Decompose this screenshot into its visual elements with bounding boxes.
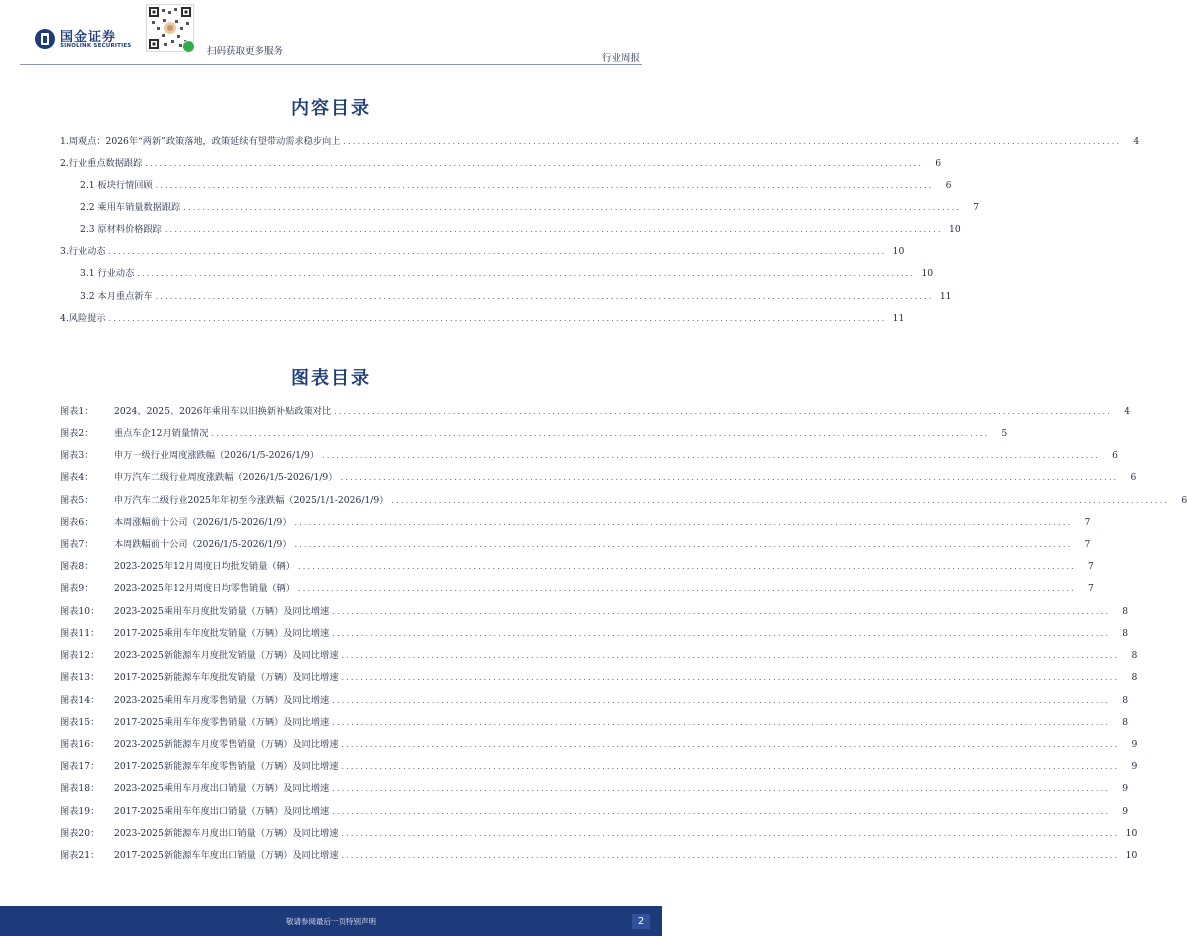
figure-label: 2017-2025乘用车年度批发销量（万辆）及同比增速	[114, 628, 330, 639]
dot-leader: ....................................................................................................................................................................	[332, 607, 1111, 616]
toc-item-label: 3.2 本月重点新车	[80, 291, 153, 302]
dot-leader: ....................................................................................................................................................................	[332, 696, 1111, 705]
toc-item-label: 2.1 板块行情回顾	[80, 180, 153, 191]
figure-page: 8	[1122, 695, 1129, 706]
figure-page: 6	[1130, 472, 1137, 483]
figure-page: 9	[1131, 739, 1138, 750]
figure-number: 图表19：	[60, 806, 100, 817]
figure-page: 10	[1125, 828, 1138, 839]
toc-item-label: 3.1 行业动态	[80, 268, 135, 279]
figure-number: 图表17：	[60, 761, 100, 772]
report-type-label: 行业周报	[601, 53, 640, 64]
toc-item-page: 10	[949, 224, 961, 235]
figure-item[interactable]	[60, 403, 1131, 417]
figure-item[interactable]	[60, 536, 1091, 550]
page-number: 2	[632, 914, 650, 929]
figure-number: 图表12：	[60, 650, 100, 661]
figure-label: 2023-2025乘用车月度零售销量（万辆）及同比增速	[114, 695, 330, 706]
dot-leader: ....................................................................................................................................................................	[211, 429, 990, 438]
qr-caption: 扫码获取更多服务	[207, 46, 284, 57]
figure-item[interactable]	[60, 692, 1129, 706]
dot-leader: ....................................................................................................................................................................	[164, 225, 943, 234]
toc-item-page: 10	[921, 268, 934, 279]
figure-page: 6	[1181, 495, 1187, 506]
figure-label: 2023-2025新能源车月度零售销量（万辆）及同比增速	[114, 739, 339, 750]
dot-leader: ....................................................................................................................................................................	[294, 518, 1073, 527]
figure-number: 图表10：	[60, 606, 100, 617]
figure-page: 4	[1124, 406, 1131, 417]
figure-page: 8	[1131, 650, 1138, 661]
dot-leader: ....................................................................................................................................................................	[391, 496, 1170, 505]
figure-item[interactable]	[60, 714, 1129, 728]
toc-item-page: 11	[939, 291, 952, 302]
dot-leader: ....................................................................................................................................................................	[341, 651, 1120, 660]
dot-leader: ....................................................................................................................................................................	[108, 314, 887, 323]
figure-page: 8	[1122, 717, 1129, 728]
figure-number: 图表13：	[60, 672, 100, 683]
toc-item[interactable]	[60, 310, 905, 324]
dot-leader: ....................................................................................................................................................................	[334, 407, 1113, 416]
dot-leader: ....................................................................................................................................................................	[332, 718, 1111, 727]
dot-leader: ....................................................................................................................................................................	[155, 292, 934, 301]
dot-leader: ....................................................................................................................................................................	[341, 673, 1120, 682]
figure-label: 2023-2025新能源车月度出口销量（万辆）及同比增速	[114, 828, 339, 839]
figure-number: 图表14：	[60, 695, 100, 706]
figure-page: 7	[1084, 517, 1091, 528]
toc-item[interactable]	[80, 288, 952, 302]
figure-item[interactable]	[60, 847, 1138, 861]
dot-leader: ....................................................................................................................................................................	[183, 203, 962, 212]
figure-page: 5	[1001, 428, 1008, 439]
figure-label: 2017-2025新能源车年度批发销量（万辆）及同比增速	[114, 672, 339, 683]
toc-item-page: 4	[1133, 136, 1140, 147]
figures-title: 图表目录	[291, 368, 371, 389]
figure-page: 8	[1131, 672, 1138, 683]
figure-label: 申万一级行业周度涨跌幅（2026/1/5-2026/1/9）	[114, 450, 320, 461]
toc-item-label: 4.风险提示	[60, 313, 106, 324]
figure-item[interactable]	[60, 647, 1138, 661]
figure-label: 2024、2025、2026年乘用车以旧换新补贴政策对比	[114, 406, 332, 417]
toc-item[interactable]	[80, 199, 980, 213]
figure-number: 图表2：	[60, 428, 94, 439]
toc-item-page: 6	[945, 180, 952, 191]
figure-number: 图表7：	[60, 539, 94, 550]
figure-page: 9	[1122, 783, 1129, 794]
figure-label: 重点车企12月销量情况	[114, 428, 209, 439]
figure-label: 本周涨幅前十公司（2026/1/5-2026/1/9）	[114, 517, 292, 528]
toc-item-label: 2.3 原材料价格跟踪	[80, 224, 162, 235]
logo-text-cn: 国金证券	[60, 30, 117, 45]
figure-number: 图表5：	[60, 495, 94, 506]
figure-item[interactable]	[60, 669, 1138, 683]
figure-label: 2023-2025乘用车月度出口销量（万辆）及同比增速	[114, 783, 330, 794]
figure-label: 2017-2025乘用车年度零售销量（万辆）及同比增速	[114, 717, 330, 728]
toc-item-label: 2.2 乘用车销量数据跟踪	[80, 202, 181, 213]
figure-item[interactable]	[60, 558, 1094, 572]
dot-leader: ....................................................................................................................................................................	[332, 807, 1111, 816]
figure-page: 9	[1131, 761, 1138, 772]
dot-leader: ....................................................................................................................................................................	[294, 540, 1073, 549]
footer-disclaimer: 敬请参阅最后一页特别声明	[286, 917, 376, 926]
figure-item[interactable]	[60, 803, 1129, 817]
toc-item-label: 3.行业动态	[60, 246, 106, 257]
toc-item[interactable]	[60, 243, 905, 257]
toc-item-label: 1.周观点：2026年“两新”政策落地，政策延续有望带动需求稳步向上	[60, 136, 341, 147]
logo-mark-icon	[34, 28, 56, 50]
figure-number: 图表8：	[60, 561, 94, 572]
figure-label: 申万汽车二级行业2025年年初至今涨跌幅（2025/1/1-2026/1/9）	[114, 495, 389, 506]
dot-leader: ....................................................................................................................................................................	[340, 473, 1119, 482]
toc-item[interactable]	[60, 155, 942, 169]
toc-item-page: 7	[973, 202, 980, 213]
dot-leader: ....................................................................................................................................................................	[343, 137, 1122, 146]
figure-item[interactable]	[60, 514, 1091, 528]
dot-leader: ....................................................................................................................................................................	[341, 740, 1120, 749]
figure-item[interactable]	[60, 447, 1118, 461]
figure-page: 7	[1088, 583, 1094, 594]
figure-label: 2017-2025新能源车年度出口销量（万辆）及同比增速	[114, 850, 339, 861]
figure-number: 图表11：	[60, 628, 100, 639]
figure-page: 9	[1122, 806, 1129, 817]
figure-item[interactable]	[60, 469, 1137, 483]
figure-label: 2017-2025新能源车年度零售销量（万辆）及同比增速	[114, 761, 339, 772]
dot-leader: ....................................................................................................................................................................	[145, 159, 924, 168]
figure-page: 7	[1084, 539, 1091, 550]
figure-number: 图表3：	[60, 450, 94, 461]
figure-number: 图表6：	[60, 517, 94, 528]
figure-item[interactable]	[60, 580, 1094, 594]
header-divider	[20, 64, 642, 65]
figure-item[interactable]	[60, 603, 1129, 617]
figure-item[interactable]	[60, 625, 1129, 639]
figure-page: 6	[1112, 450, 1118, 461]
dot-leader: ....................................................................................................................................................................	[155, 181, 934, 190]
figure-page: 8	[1122, 628, 1129, 639]
figure-item[interactable]	[60, 736, 1138, 750]
figure-number: 图表16：	[60, 739, 100, 750]
figure-page: 10	[1125, 850, 1138, 861]
figure-number: 图表18：	[60, 783, 100, 794]
figure-item[interactable]	[60, 825, 1138, 839]
dot-leader: ....................................................................................................................................................................	[341, 762, 1120, 771]
figure-number: 图表20：	[60, 828, 100, 839]
figure-label: 申万汽车二级行业周度涨跌幅（2026/1/5-2026/1/9）	[114, 472, 338, 483]
company-logo	[34, 26, 134, 56]
figure-label: 2023-2025年12月周度日均批发销量（辆）	[114, 561, 295, 572]
figure-page: 7	[1088, 561, 1094, 572]
dot-leader: ....................................................................................................................................................................	[332, 784, 1111, 793]
figure-number: 图表9：	[60, 583, 94, 594]
dot-leader: ....................................................................................................................................................................	[298, 584, 1076, 593]
figure-number: 图表21：	[60, 850, 100, 861]
toc-item[interactable]	[80, 177, 952, 191]
toc-item-page: 10	[892, 246, 905, 257]
figure-item[interactable]	[60, 425, 1008, 439]
figure-number: 图表4：	[60, 472, 94, 483]
page-footer	[0, 906, 662, 936]
toc-item-page: 6	[935, 158, 942, 169]
dot-leader: ....................................................................................................................................................................	[322, 451, 1100, 460]
figure-number: 图表15：	[60, 717, 100, 728]
figure-page: 8	[1122, 606, 1129, 617]
figure-item[interactable]	[60, 758, 1138, 772]
dot-leader: ....................................................................................................................................................................	[332, 629, 1111, 638]
figure-item[interactable]	[60, 780, 1129, 794]
wechat-badge-icon	[182, 40, 195, 53]
toc-item[interactable]	[80, 265, 934, 279]
figure-label: 2017-2025乘用车年度出口销量（万辆）及同比增速	[114, 806, 330, 817]
figure-number: 图表1：	[60, 406, 94, 417]
page-header	[0, 0, 662, 64]
toc-item-page: 11	[892, 313, 905, 324]
figure-item[interactable]	[60, 492, 1187, 506]
toc-title: 内容目录	[291, 98, 371, 119]
dot-leader: ....................................................................................................................................................................	[341, 851, 1120, 860]
toc-item[interactable]	[80, 221, 961, 235]
figure-label: 2023-2025年12月周度日均零售销量（辆）	[114, 583, 295, 594]
figure-label: 2023-2025新能源车月度批发销量（万辆）及同比增速	[114, 650, 339, 661]
dot-leader: ....................................................................................................................................................................	[137, 269, 916, 278]
logo-text-en: SINOLINK SECURITIES	[60, 43, 132, 49]
dot-leader: ....................................................................................................................................................................	[108, 247, 887, 256]
dot-leader: ....................................................................................................................................................................	[341, 829, 1120, 838]
figure-label: 2023-2025乘用车月度批发销量（万辆）及同比增速	[114, 606, 330, 617]
toc-item[interactable]	[60, 133, 1140, 147]
dot-leader: ....................................................................................................................................................................	[298, 562, 1076, 571]
figure-label: 本周跌幅前十公司（2026/1/5-2026/1/9）	[114, 539, 292, 550]
toc-item-label: 2.行业重点数据跟踪	[60, 158, 143, 169]
